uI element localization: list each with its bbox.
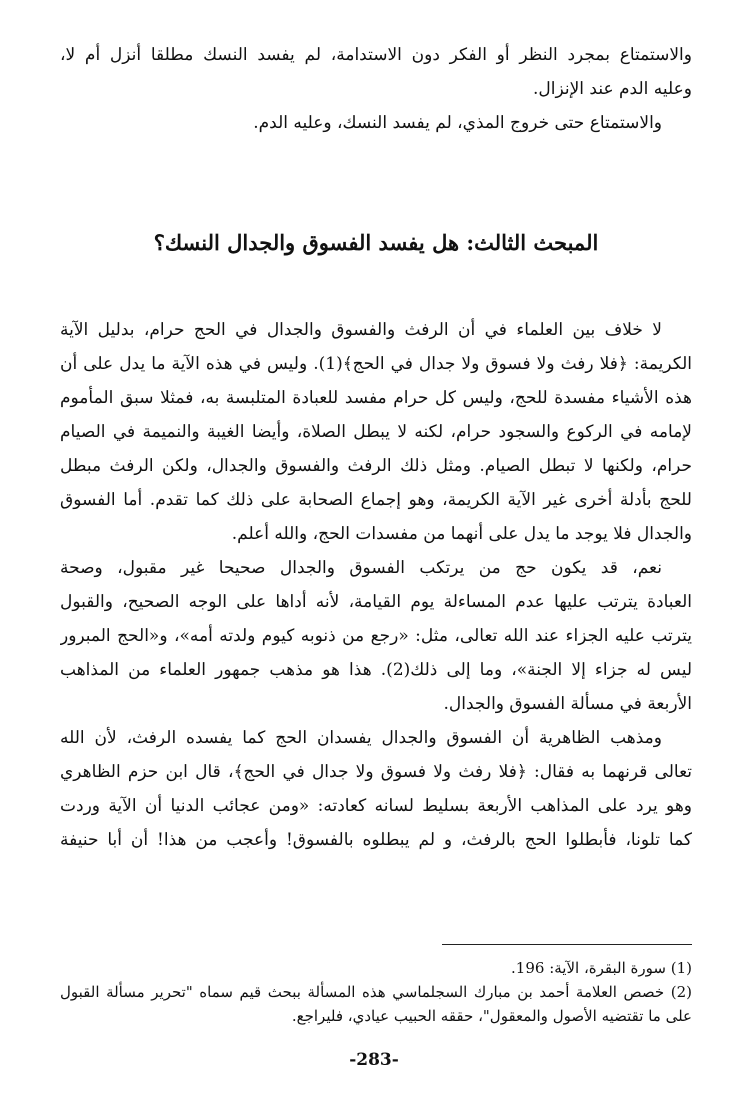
text-line: نعم، قد يكون حج من يرتكب الفسوق والجدال صحيحا غير مقبول، وصحة: [60, 558, 662, 578]
text-line: للحج بأدلة أخرى غير الآية الكريمة، وهو إجماع الصحابة على ذلك كما تقدم. أما الفسوق: [60, 490, 692, 510]
text-line: العبادة يترتب عليها عدم المساءلة يوم القيامة، لأنه أداها على الوجه الصحيح، والقبول: [60, 592, 692, 612]
text-line: تعالى قرنهما به فقال: ﴿فلا رفث ولا فسوق ولا جدال في الحج﴾، قال ابن حزم الظاهري: [60, 762, 692, 782]
footnote-2-continued: على ما تقتضيه الأصول والمعقول"، حققه الحبيب عيادي، فليراجع.: [291, 1007, 692, 1025]
text-line: والاستمتاع بمجرد النظر أو الفكر دون الاستدامة، لم يفسد النسك مطلقا أنزل أم لا،: [60, 45, 692, 65]
text-line: والاستمتاع حتى خروج المذي، لم يفسد النسك، وعليه الدم.: [253, 113, 662, 133]
text-line: كما تلونا، فأبطلوا الحج بالرفث، و لم يبطلوه بالفسوق! وأعجب من هذا! أن أبا حنيفة: [60, 830, 692, 850]
footnote-1: (1) سورة البقرة، الآية: 196.: [511, 959, 692, 977]
text-line: لإمامه في الركوع والسجود حرام، لكنه لا يبطل الصلاة، وأيضا الغيبة والنميمة في الصيام: [60, 422, 692, 442]
text-line: هذه الأشياء مفسدة للحج، وليس كل حرام مفسد للعبادة المتلبسة به، فمثلا سبق المأموم: [60, 388, 692, 408]
text-line: الكريمة: ﴿فلا رفث ولا فسوق ولا جدال في الحج﴾(1). وليس في هذه الآية ما يدل على أن: [60, 354, 692, 374]
page-number: -283-: [349, 1050, 399, 1070]
text-line: حرام، ولكنها لا تبطل الصيام. ومثل ذلك الرفث والفسوق والجدال، ولكن الرفث مبطل: [60, 456, 692, 476]
text-line: وهو يرد على المذاهب الأربعة بسليط لسانه كعادته: «ومن عجائب الدنيا أن الآية وردت: [60, 796, 692, 816]
text-line: يترتب عليه الجزاء عند الله تعالى، مثل: «رجع من ذنوبه كيوم ولدته أمه»، و«الحج المبرور: [60, 626, 692, 646]
text-line: ليس له جزاء إلا الجنة»، وما إلى ذلك(2). هذا هو مذهب جمهور العلماء من المذاهب: [60, 660, 692, 680]
text-line: الأربعة في مسألة الفسوق والجدال.: [443, 694, 692, 714]
body-text: [60, 313, 692, 857]
footnote-2: (2) خصص العلامة أحمد بن مبارك السجلماسي هذه المسألة ببحث قيم سماه "تحرير مسألة القبول: [60, 983, 692, 1001]
footnote-divider: [442, 944, 692, 945]
section-title: المبحث الثالث: هل يفسد الفسوق والجدال النسك؟: [153, 230, 599, 255]
footnotes: [60, 956, 692, 1028]
text-line: ومذهب الظاهرية أن الفسوق والجدال يفسدان الحج كما يفسده الرفث، لأن الله: [60, 728, 662, 748]
intro-paragraphs: [60, 38, 692, 140]
text-line: وعليه الدم عند الإنزال.: [533, 79, 692, 99]
text-line: لا خلاف بين العلماء في أن الرفث والفسوق والجدال في الحج حرام، بدليل الآية: [60, 320, 662, 340]
text-line: والجدال فلا يوجد ما يدل على أنهما من مفسدات الحج، والله أعلم.: [231, 524, 692, 544]
